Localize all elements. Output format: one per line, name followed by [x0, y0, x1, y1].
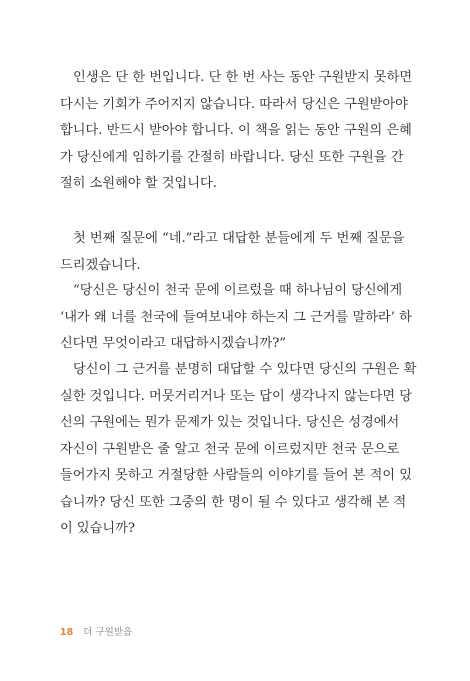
- running-title: 더 구원받음: [83, 627, 133, 638]
- text-line: 실한 것입니다. 머뭇거리거나 또는 답이 생각나지 않는다면 당: [60, 388, 413, 404]
- paragraph-2: [60, 226, 420, 279]
- paragraph-1: [60, 65, 420, 198]
- paragraph-4: [60, 357, 420, 543]
- text-line: 자신이 구원받은 줄 알고 천국 문에 이르렀지만 천국 문으로: [60, 441, 400, 457]
- text-line: 이 있습니까?: [60, 521, 135, 536]
- text-line: 인생은 단 한 번입니다. 단 한 번 사는 동안 구원받지 못하면: [73, 70, 413, 85]
- text-line: 신다면 무엇이라고 대답하시겠습니까?”: [60, 336, 287, 351]
- text-line: 가 당신에게 임하기를 간절히 바랍니다. 당신 또한 구원을 간: [60, 149, 404, 165]
- text-line: “당신은 당신이 천국 문에 이르렀을 때 하나님이 당신에게: [73, 283, 403, 298]
- text-line: 신의 구원에는 뭔가 문제가 있는 것입니다. 당신은 성경에서: [60, 415, 400, 430]
- text-line: 첫 번째 질문에 “네.”라고 대답한 분들에게 두 번째 질문을: [73, 231, 405, 246]
- text-line: 들어가지 못하고 거절당한 사람들의 이야기를 들어 본 적이 있: [60, 468, 413, 483]
- text-line: 다시는 기회가 주어지지 않습니다. 따라서 당신은 구원받아야: [60, 96, 408, 112]
- text-line: ‘내가 왜 너를 천국에 들여보내야 하는지 그 근거를 말하라’ 하: [60, 309, 412, 325]
- page-footer: [60, 624, 132, 638]
- text-line: 습니까? 당신 또한 그중의 한 명이 될 수 있다고 생각해 본 적: [60, 494, 407, 510]
- text-line: 절히 소원해야 할 것입니다.: [60, 176, 217, 191]
- text-line: 드리겠습니다.: [60, 257, 141, 273]
- page-number: 18: [60, 627, 74, 638]
- text-line: 합니다. 반드시 받아야 합니다. 이 책을 읽는 동안 구원의 은혜: [60, 123, 412, 138]
- text-line: 당신이 그 근거를 분명히 대답할 수 있다면 당신의 구원은 확: [73, 362, 417, 377]
- paragraph-3: [60, 278, 420, 358]
